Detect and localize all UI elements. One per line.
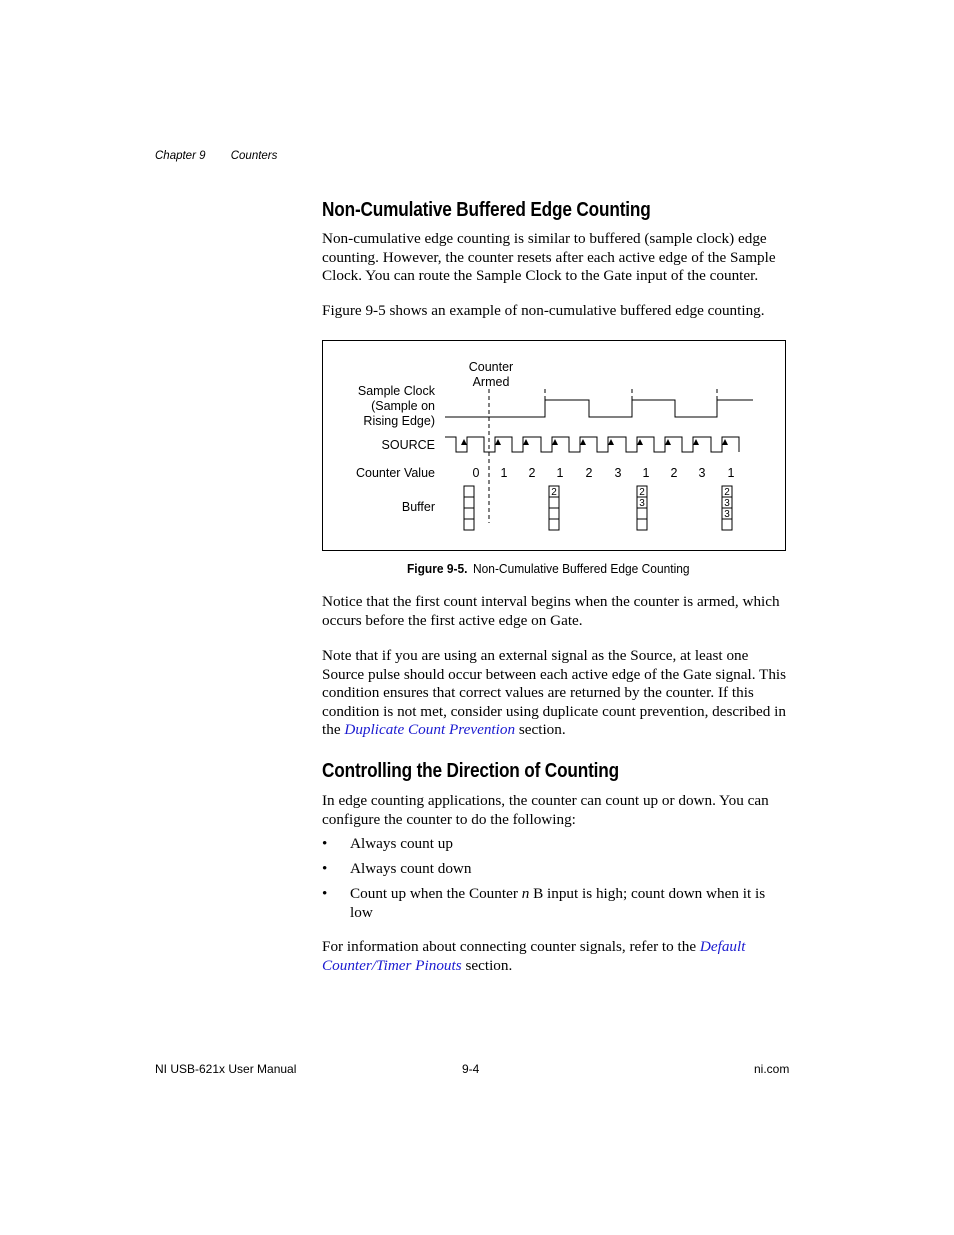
- sample-clock-label-2: (Sample on: [371, 399, 435, 413]
- bullet-item-count-up-down: Count up when the Counter n B input is high; count down when it is low: [350, 885, 766, 921]
- footer-manual-title: NI USB-621x User Manual: [155, 1062, 297, 1076]
- after-figure-paragraph-2: Note that if you are using an external signal as the Source, at least one Source pulse should occur between each active edge of the Gate signal. This condition ensures that correct values are returned by the counter. If this condition is not met, consider using duplicate count prevention, described in the Duplicate Count Prevention section.: [322, 647, 787, 739]
- bullet-marker: •: [322, 885, 328, 902]
- sample-clock-label-3: Rising Edge): [363, 414, 435, 428]
- source-label: SOURCE: [381, 438, 435, 452]
- footer-website: ni.com: [754, 1062, 790, 1076]
- edge-markers: [489, 389, 717, 523]
- chapter-label: Chapter 9: [155, 150, 206, 162]
- bullet-marker: •: [322, 860, 328, 877]
- counter-value: 0: [472, 466, 480, 480]
- buffer-2-value: 2: [639, 487, 645, 498]
- counter-value: 2: [670, 466, 678, 480]
- counter-value: 1: [556, 466, 564, 480]
- buffer-3-value: 3: [724, 509, 730, 520]
- section2-intro: In edge counting applications, the counter can count up or down. You can configure the counter to do the following:: [322, 792, 769, 828]
- buffer-values: [551, 487, 730, 520]
- buffer-2-value: 3: [639, 498, 645, 509]
- buffer-3-value: 3: [724, 498, 730, 509]
- section-heading-noncumulative: Non-Cumulative Buffered Edge Counting: [322, 198, 651, 221]
- counter-armed-label-1: Counter: [468, 360, 514, 374]
- sample-clock-waveform: [445, 400, 753, 417]
- section1-paragraph-2: Figure 9-5 shows an example of non-cumulative buffered edge counting.: [322, 302, 765, 319]
- bullet-item-count-down: Always count down: [350, 860, 472, 877]
- counter-values: [473, 466, 735, 480]
- footer-page-number: 9-4: [462, 1062, 480, 1076]
- timing-diagram: [323, 341, 785, 550]
- counter-value: 2: [585, 466, 593, 480]
- buffer-3-value: 2: [724, 487, 730, 498]
- after-figure-paragraph-1: Notice that the first count interval begins when the counter is armed, which occurs before the first active edge on Gate.: [322, 593, 780, 629]
- section-label: Counters: [230, 150, 278, 162]
- counter-value: 2: [528, 466, 536, 480]
- section-heading-direction: Controlling the Direction of Counting: [322, 759, 620, 782]
- figure-caption: [407, 561, 690, 576]
- section1-paragraph-1: Non-cumulative edge counting is similar to buffered (sample clock) edge counting. However, the counter resets after each active edge of the Sample Clock. You can route the Sample Clock to the Gate input of the counter.: [322, 230, 776, 285]
- buffer-empty: [464, 486, 474, 530]
- buffer-1-value: 2: [551, 487, 557, 498]
- counter-value: 3: [614, 466, 622, 480]
- source-edge-arrows: [461, 439, 728, 445]
- running-head: [155, 150, 299, 162]
- bullet-item-count-up: Always count up: [350, 835, 453, 852]
- section2-final-paragraph: For information about connecting counter signals, refer to the Default Counter/Timer Pinouts section.: [322, 938, 746, 974]
- buffer-label: Buffer: [401, 500, 435, 514]
- counter-value: 1: [727, 466, 735, 480]
- figure-caption-number: Figure 9-5.: [407, 561, 468, 576]
- counter-armed-label-2: Armed: [472, 375, 510, 389]
- sample-clock-label-1: Sample Clock: [357, 384, 435, 398]
- bullet-marker: •: [322, 835, 328, 852]
- duplicate-count-prevention-link[interactable]: Duplicate Count Prevention: [344, 721, 516, 739]
- counter-value: 3: [698, 466, 706, 480]
- figure-caption-text: Non-Cumulative Buffered Edge Counting: [473, 561, 690, 576]
- timing-diagram-figure: [322, 340, 786, 551]
- counter-value-label: Counter Value: [356, 466, 435, 480]
- default-pinouts-link[interactable]: Default Counter/Timer Pinouts: [322, 938, 746, 974]
- counter-value: 1: [500, 466, 508, 480]
- counter-value: 1: [642, 466, 650, 480]
